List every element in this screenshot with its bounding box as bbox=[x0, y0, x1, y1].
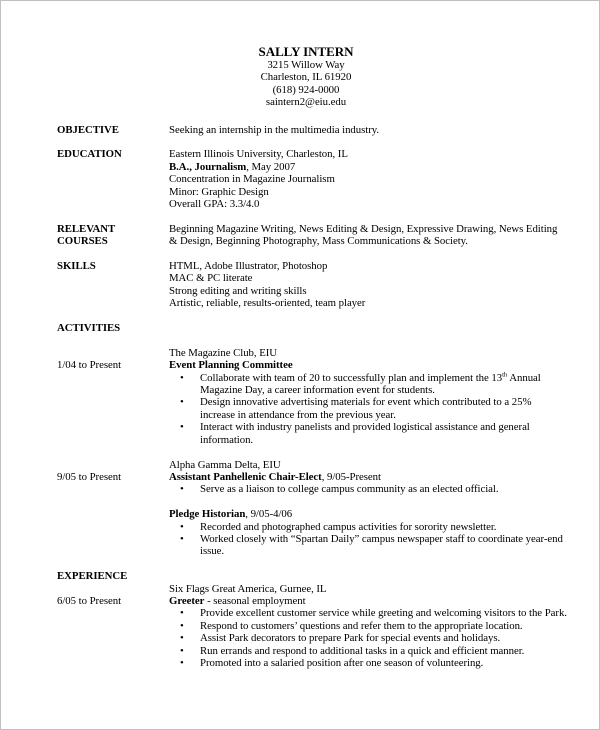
organization-name: The Magazine Club, EIU bbox=[169, 346, 278, 359]
bullet-item: • Provide excellent customer service while greeting and welcoming visitors to the Park. bbox=[169, 607, 568, 619]
section-skills bbox=[57, 260, 568, 310]
role-title: Pledge Historian, 9/05-4/06 bbox=[169, 508, 293, 521]
organization-name: Six Flags Great America, Gurnee, IL bbox=[169, 582, 327, 595]
date-range: 1/04 to Present bbox=[57, 359, 122, 372]
relevant-courses-heading: RELEVANT COURSES bbox=[57, 222, 116, 248]
section-activities bbox=[57, 322, 568, 558]
bullet-item: • Serve as a liaison to college campus community as an elected official. bbox=[169, 483, 568, 495]
bullet-list bbox=[169, 607, 568, 669]
bullet-list bbox=[169, 372, 568, 446]
skills-line-4: Artistic, reliable, results-oriented, team player bbox=[169, 297, 366, 310]
date-range: 9/05 to Present bbox=[57, 470, 122, 483]
experience-heading: EXPERIENCE bbox=[57, 570, 128, 583]
bullet-item: • Assist Park decorators to prepare Park for special events and holidays. bbox=[169, 632, 568, 644]
email-address: saintern2@eiu.edu bbox=[265, 96, 347, 109]
address-line-2: Charleston, IL 61920 bbox=[260, 71, 352, 84]
role-title: Event Planning Committee bbox=[169, 359, 293, 372]
skills-heading: SKILLS bbox=[57, 260, 96, 273]
degree-title: B.A., Journalism bbox=[169, 160, 247, 173]
bullet-list bbox=[169, 521, 568, 558]
bullet-item: • Respond to customers’ questions and refer them to the appropriate location. bbox=[169, 620, 568, 632]
bullet-item: • Run errands and respond to additional tasks in a quick and efficient manner. bbox=[169, 645, 568, 657]
role-title: Assistant Panhellenic Chair-Elect, 9/05-Present bbox=[169, 470, 381, 483]
section-objective bbox=[57, 124, 568, 136]
education-gpa: Overall GPA: 3.3/4.0 bbox=[169, 198, 260, 211]
degree-date: , May 2007 bbox=[246, 160, 296, 173]
education-minor: Minor: Graphic Design bbox=[169, 185, 269, 198]
bullet-item: • Interact with industry panelists and provided logistical assistance and general information. bbox=[169, 421, 568, 446]
activity-entry-sorority bbox=[57, 459, 568, 558]
objective-text: Seeking an internship in the multimedia industry. bbox=[169, 123, 380, 136]
skills-line-3: Strong editing and writing skills bbox=[169, 284, 307, 297]
bullet-item: • Worked closely with “Spartan Daily” campus newspaper staff to coordinate year-end issue. bbox=[169, 533, 568, 558]
section-education bbox=[57, 148, 568, 210]
phone-number: (618) 924-0000 bbox=[272, 83, 340, 96]
bullet-list bbox=[169, 483, 568, 495]
date-range: 6/05 to Present bbox=[57, 594, 122, 607]
ordinal-superscript: th bbox=[502, 371, 508, 379]
skills-line-1: HTML, Adobe Illustrator, Photoshop bbox=[169, 260, 328, 273]
bullet-item: • Design innovative advertising materials for event which contributed to a 25% increase in attendance from the previous year. bbox=[169, 396, 568, 421]
activity-entry-magazine-club bbox=[57, 347, 568, 446]
bullet-item: • Recorded and photographed campus activities for sorority newsletter. bbox=[169, 521, 568, 533]
activities-heading: ACTIVITIES bbox=[57, 322, 121, 335]
education-concentration: Concentration in Magazine Journalism bbox=[169, 173, 335, 186]
address-line-1: 3215 Willow Way bbox=[267, 59, 345, 71]
relevant-courses-text: Beginning Magazine Writing, News Editing & Design, Expressive Drawing, News Editing & Design, Beginning Photography, Mass Communications & Society. bbox=[169, 222, 558, 248]
section-relevant-courses bbox=[57, 223, 568, 248]
role-title: Greeter - seasonal employment bbox=[169, 594, 306, 607]
objective-heading: OBJECTIVE bbox=[57, 123, 119, 136]
skills-line-2: MAC & PC literate bbox=[169, 272, 253, 285]
bullet-item: • Collaborate with team of 20 to successfully plan and implement the 13th Annual Magazine Day, a career information event for students. bbox=[169, 372, 568, 397]
contact-header bbox=[57, 45, 555, 109]
section-experience bbox=[57, 570, 568, 669]
experience-entry-six-flags bbox=[57, 583, 568, 670]
education-heading: EDUCATION bbox=[57, 148, 122, 161]
candidate-name: SALLY INTERN bbox=[258, 44, 354, 59]
bullet-item: • Promoted into a salaried position after one season of volunteering. bbox=[169, 657, 568, 669]
organization-name: Alpha Gamma Delta, EIU bbox=[169, 458, 281, 471]
education-school: Eastern Illinois University, Charleston, IL bbox=[169, 148, 348, 161]
education-degree bbox=[169, 161, 568, 173]
